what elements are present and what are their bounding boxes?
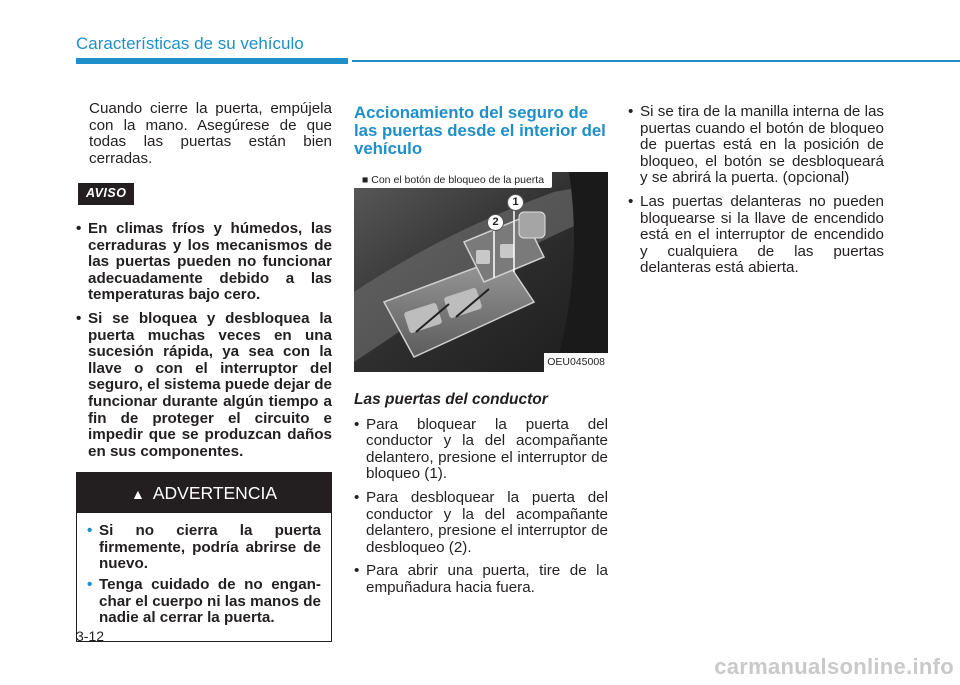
subsection-title: Las puertas del conductor xyxy=(354,391,548,408)
aviso-list xyxy=(76,221,332,460)
intro-paragraph: Cuando cierre la puerta, empújela con la mano. Asegúrese de que todas las puertas están bien cerradas. xyxy=(89,100,332,167)
warning-header xyxy=(77,473,331,513)
warning-list xyxy=(87,523,321,627)
bullet-icon: • xyxy=(354,415,360,433)
bullet-icon: • xyxy=(76,219,82,237)
bullet-icon: • xyxy=(628,103,634,120)
aviso-label: AVISO xyxy=(78,183,134,205)
header-rule-thick xyxy=(76,58,348,64)
right-column xyxy=(628,104,884,284)
bullet-icon: • xyxy=(76,309,82,327)
bullet-icon: • xyxy=(354,562,360,580)
list-item: • Las puertas delanteras no pueden bloquearse si la llave de encendido está en el interruptor de encendido y cualquiera de las puertas delanteras está abierta. xyxy=(628,192,884,277)
bullet-icon: • xyxy=(628,192,634,210)
bullet-icon: • xyxy=(87,576,93,594)
door-panel-illustration xyxy=(354,172,608,372)
bullet-icon: • xyxy=(354,488,360,506)
door-notes-list xyxy=(628,104,884,277)
callout-2: 2 xyxy=(487,214,504,231)
header-rule-thin xyxy=(352,60,960,62)
list-item: • Para abrir una puerta, tire de la empuñadura hacia fuera. xyxy=(354,562,608,596)
photo-caption: ■ Con el botón de bloqueo de la puerta xyxy=(354,172,552,188)
middle-column xyxy=(354,104,608,604)
callout-1: 1 xyxy=(507,194,524,211)
warning-item: • Tenga cuidado de no engan-char el cuerpo ni las manos de nadie al cerrar la puerta. xyxy=(87,576,321,627)
left-column xyxy=(76,101,332,642)
list-item: • Para desbloquear la puerta del conductor y la del acompañante delantero, presione el interruptor de desbloqueo (2). xyxy=(354,488,608,556)
section-header-title: Características de su vehículo xyxy=(76,34,304,53)
list-item: • Si se tira de la manilla interna de las puertas cuando el botón de bloqueo de puertas está en la posición de bloqueo, el botón se desbloqueará y se abrirá la puerta. (opcional) xyxy=(628,103,884,187)
door-switch-photo xyxy=(354,172,608,372)
footer-watermark: carmanualsonline.info xyxy=(714,654,954,679)
photo-code: OEU045008 xyxy=(544,353,608,372)
page-number: 3-12 xyxy=(76,628,105,644)
driver-door-list xyxy=(354,417,608,597)
section-title: Accionamiento del seguro de las puertas desde el interior del vehículo xyxy=(354,103,606,158)
warning-triangle-icon: ▲ xyxy=(130,486,145,503)
aviso-item: • Si se bloquea y desbloquea la puerta muchas veces en una sucesión rápida, ya sea con la llave o con el interruptor del seguro, el sistema puede dejar de funcionar durante algún tiempo a fin de proteger el circuito e impedir que se produzcan daños en sus componentes. xyxy=(76,309,332,460)
aviso-item: • En climas fríos y húmedos, las cerraduras y los mecanismos de las puertas pueden no funcionar adecuadamente debido a las temperaturas bajo cero. xyxy=(76,219,332,304)
bullet-icon: • xyxy=(87,522,93,540)
warning-box xyxy=(76,472,332,642)
warning-item: • Si no cierra la puerta firmemente, podría abrirse de nuevo. xyxy=(87,522,321,573)
warning-title: ADVERTENCIA xyxy=(152,483,277,504)
list-item: • Para bloquear la puerta del conductor y la del acompañante delantero, presione el interruptor de bloqueo (1). xyxy=(354,415,608,483)
